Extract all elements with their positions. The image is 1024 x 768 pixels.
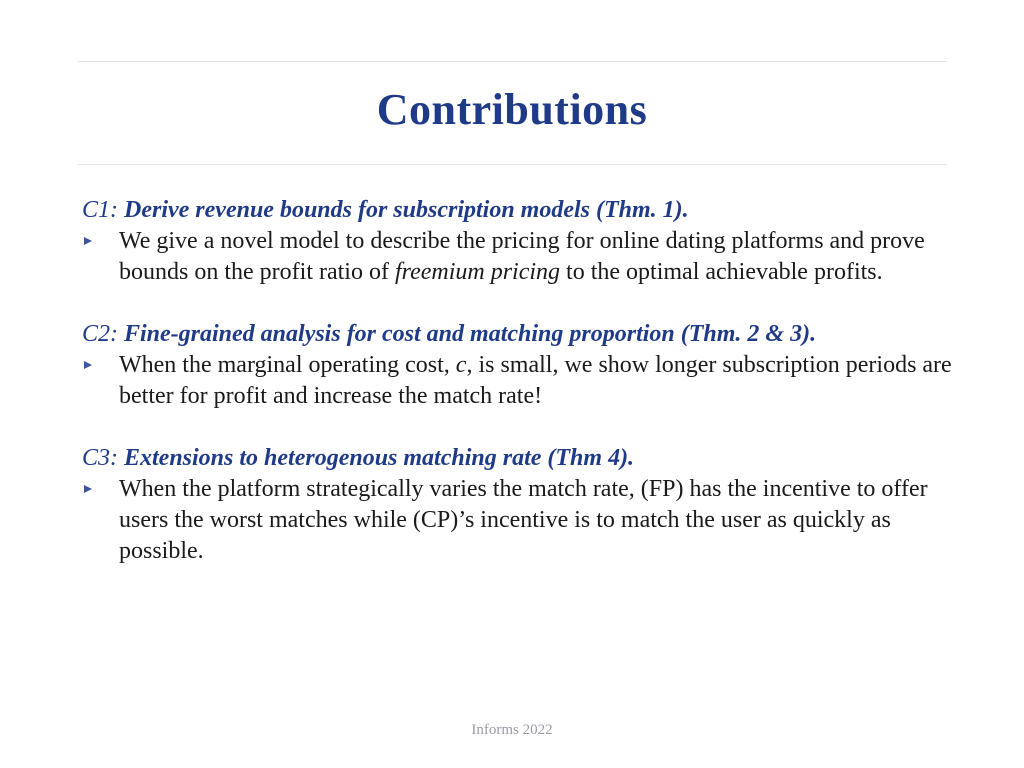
bullet-text: When the marginal operating cost, (119, 352, 456, 378)
contribution-label: C2: (82, 321, 124, 347)
slide-title: Contributions (376, 85, 648, 134)
bullet-triangle-icon (84, 485, 92, 493)
contribution-claim: Extensions to heterogenous matching rate (Thm 4). (124, 445, 635, 471)
bullet-item (82, 474, 962, 567)
contribution-heading (82, 443, 962, 474)
contribution-claim: Fine-grained analysis for cost and matching proportion (Thm. 2 & 3). (124, 321, 817, 347)
bullet-emphasis: freemium pricing (394, 259, 561, 285)
bullet-triangle-icon (84, 361, 92, 369)
header-top-rule (78, 61, 947, 62)
bullet-item (82, 350, 962, 412)
contribution-heading (82, 319, 962, 350)
contributions-list (82, 195, 962, 598)
contribution-c2 (82, 319, 962, 412)
contribution-heading (82, 195, 962, 226)
bullet-text: When the platform strategically varies the match rate, (FP) has the incentive to offer users the worst matches while (CP)’s incentive is to match the user as quickly as possible. (119, 476, 928, 564)
contribution-c1 (82, 195, 962, 288)
bullet-item (82, 226, 962, 288)
header-bottom-rule (78, 164, 947, 165)
bullet-text-after: , is small, we show longer subscription periods are better for profit and increase the match rate! (119, 352, 952, 409)
bullet-text-after: to the optimal achievable profits. (560, 259, 883, 285)
contribution-label: C3: (82, 445, 124, 471)
contribution-c3 (82, 443, 962, 567)
contribution-label: C1: (82, 197, 124, 223)
contribution-claim: Derive revenue bounds for subscription models (Thm. 1). (124, 197, 689, 223)
bullet-triangle-icon (84, 237, 92, 245)
bullet-emphasis: c (455, 352, 467, 378)
bullet-text: We give a novel model to describe the pricing for online dating platforms and prove bounds on the profit ratio of (119, 228, 925, 285)
slide-footer: Informs 2022 (471, 722, 553, 738)
